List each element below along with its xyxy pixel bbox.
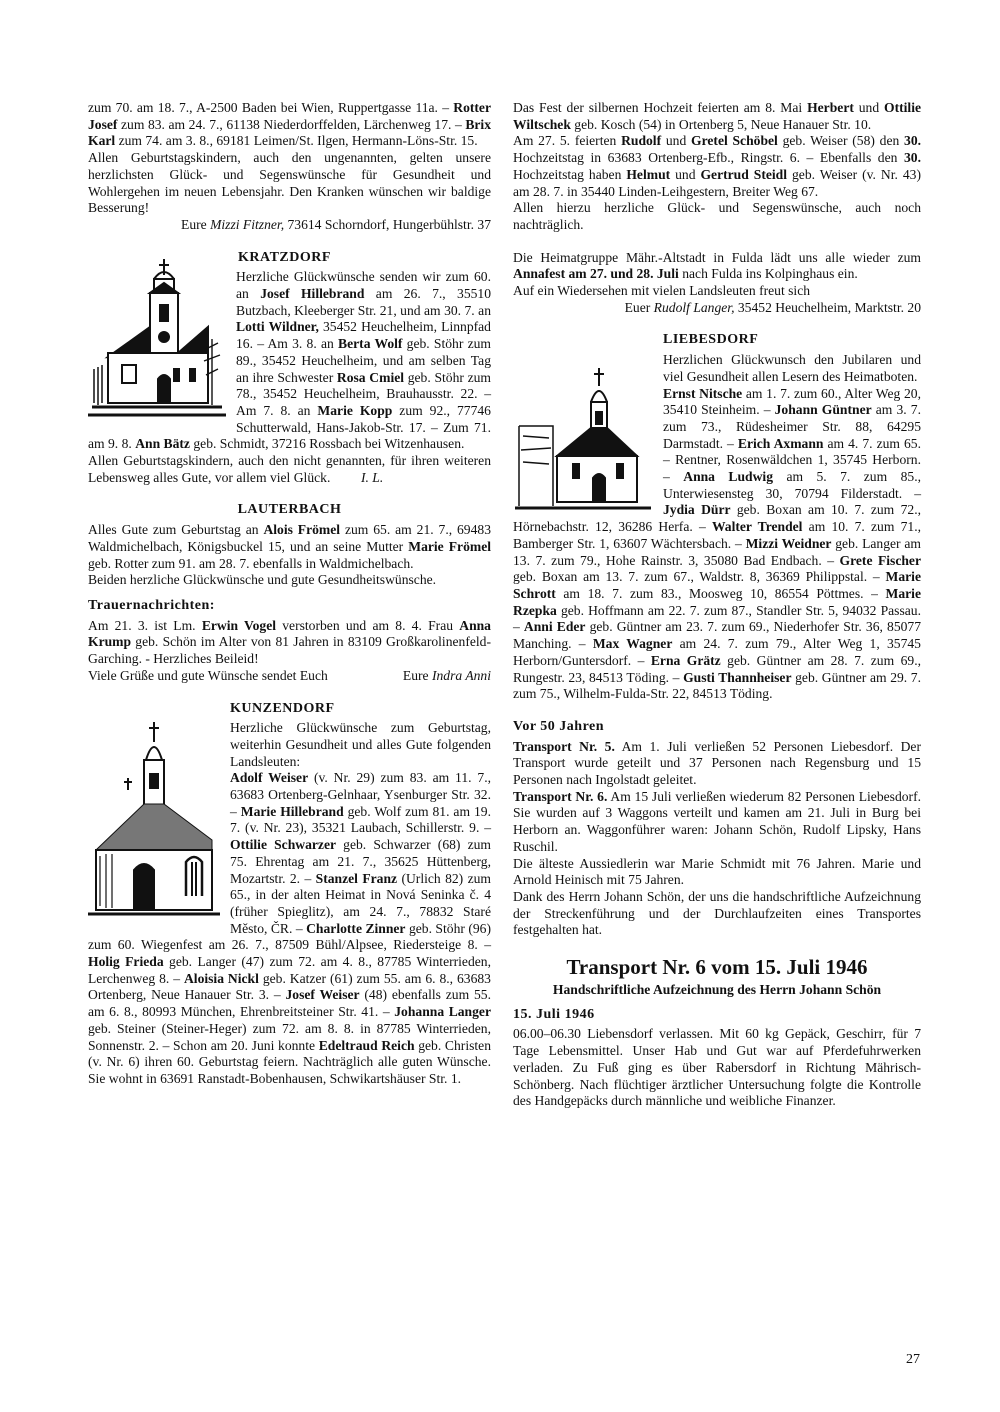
lauterbach-title: LAUTERBACH <box>237 502 342 518</box>
lauterbach-text: Alles Gute zum Geburtstag an Alois Frömel zum 65. am 21. 7., 69483 Waldmichelbach, Königsbuckel 15, und an seine Mutter Marie Frömel geb. Rotter zum 91. am 28. 7. ebenfalls in Waldmichelbach. <box>88 522 491 571</box>
trauer-title: Trauernachrichten: <box>88 597 215 613</box>
transport-heading: Transport Nr. 6 vom 15. Juli 1946 <box>566 955 868 980</box>
oldest-paragraph: Die älteste Aussiedlerin war Marie Schmidt mit 76 Jahren. Marie und Arnold Heinisch mit 75 Jahren. <box>513 855 921 888</box>
fulda-greeting: Auf ein Wiedersehen mit vielen Landsleuten freut sich <box>513 283 811 299</box>
fulda-signature: Euer Rudolf Langer, 35452 Heuchelheim, Marktstr. 20 <box>624 299 921 315</box>
trauer-signature: Viele Grüße und gute Wünsche sendet Euch Eure Indra Anni <box>88 667 491 683</box>
transport-date: 15. Juli 1946 <box>513 1006 595 1022</box>
kratzdorf-text: Herzliche Glückwünsche senden wir zum 60. an Josef Hillebrand am 26. 7., 35510 Butzbach, Kleeberger Str. 21, und am 30. 7. an Lotti Wildner, 35452 Heuchelheim, Linnpfad 16. – Am 3. 8. an Berta Wolf geb. Stöhr zum 89., 35452 Heuchelheim, und am selben Tag an ihre Schwester Rosa Cmiel geb. Stöhr zum 78., 35452 Heuchelheim, Brauhausstr. 22. – Am 7. 8. an Marie Kopp zum 92., 77746 Schutterwald, Hans-Jakob-Str. 17. – Zum 71. am 9. 8. Ann Bätz geb. Schmidt, 37216 Rossbach bei Witzenhausen. <box>88 269 492 452</box>
intro-paragraph: zum 70. am 18. 7., A-2500 Baden bei Wien, Ruppertgasse 11a. – Rotter Josef zum 83. am 24. 7., 61138 Niederdorffelden, Lärchenweg 17. – Brix Karl zum 74. am 3. 8., 69181 Leimen/St. Ilgen, Hermann-Löns-Str. 15. <box>88 100 491 149</box>
wedding-wish: Allen hierzu herzliche Glück- und Segenswünsche, auch noch nachträglich. <box>513 200 921 232</box>
liebesdorf-title: LIEBESDORF <box>663 332 759 348</box>
kunzendorf-title: KUNZENDORF <box>230 700 335 716</box>
transport6-paragraph: Transport Nr. 6. Am 15 Juli verließen wiederum 82 Personen Liebesdorf. Sie wurden auf 3 Waggons verteilt und kamen am 21. Juli in Burg bei Herborn an. Waggonführer waren: Johann Schön, Rudolf Lipsky, Hans Ruschil. <box>513 788 922 854</box>
intro-wish: Allen Geburtstagskindern, auch den ungenannten, gelten unsere herzlichsten Glück- und Segenswünsche für Gesundheit und Wohlergehen im neuen Lebensjahr. Den Kranken wünschen wir baldige Besserung! <box>88 150 491 216</box>
wedding-anniversary-paragraph: Am 27. 5. feierten Rudolf und Gretel Schöbel geb. Weiser (58) den 30. Hochzeitstag in 63683 Ortenberg-Efb., Ringstr. 6. – Ebenfalls den 30. Hochzeitstag haben Helmut und Gertrud Steidl geb. Weiser (v. Nr. 43) am 28. 7. in 35440 Linden-Leihgestern, Breiter Weg 67. <box>513 133 922 199</box>
kratzdorf-church-icon <box>88 257 226 422</box>
right-column <box>513 100 921 1110</box>
thanks-paragraph: Dank des Herrn Johann Schön, der uns die handschriftliche Aufzeichnung der Streckenführung und der Durchlaufzeiten eines Transportes festgehalten hat. <box>513 888 921 938</box>
kunzendorf-church-icon <box>88 720 220 920</box>
liebesdorf-church-icon <box>513 366 653 516</box>
kratzdorf-title: KRATZDORF <box>238 249 331 265</box>
transport-text: 06.00–06.30 Liebensdorf verlassen. Mit 60 kg Gepäck, Geschirr, für 7 Tage Lebensmittel. Unser Hab und Gut war auf Pferdefuhrwerken verladen. Zu Fuß ging es über Rabersdorf in Richtung Mährisch-Schönberg. Nach flüchtiger ärztlicher Untersuchung folgte die Kontrolle des Handgepäcks durch männliche und weibliche Finanzer. <box>513 1026 921 1109</box>
intro-signature: Eure Mizzi Fitzner, 73614 Schorndorf, Hungerbühlstr. 37 <box>181 216 491 232</box>
lauterbach-wish: Beiden herzliche Glückwünsche und gute Gesundheitswünsche. <box>88 572 437 588</box>
transport5-paragraph: Transport Nr. 5. Am 1. Juli verließen 52 Personen Liebesdorf. Der Transport wurde geteilt und 37 Personen nach Regensburg und 15 Personen nach Ingolstadt geleitet. <box>513 738 921 788</box>
trauer-text: Am 21. 3. ist Lm. Erwin Vogel verstorben und am 8. 4. Frau Anna Krump geb. Schön im Alter von 81 Jahren in 83109 Großkarolinenfeld-Garching. - Herzliches Beileid! <box>88 617 491 667</box>
vor50-title: Vor 50 Jahren <box>513 718 605 734</box>
transport-subheading: Handschriftliche Aufzeichnung des Herrn Johann Schön <box>552 982 882 998</box>
fulda-paragraph: Die Heimatgruppe Mähr.-Altstadt in Fulda lädt uns alle wieder zum Annafest am 27. und 28. Juli nach Fulda ins Kolpinghaus ein. <box>513 249 921 282</box>
kunzendorf-text: Herzliche Glückwünsche zum Geburtstag, weiterhin Gesundheit und alles Gute folgenden Landsleuten: Adolf Weiser (v. Nr. 29) zum 83. am 11. 7., 63683 Ortenberg-Gelnhaar, Ysenburger Str. 32. – Marie Hillebrand geb. Wolf zum 81. am 19. 7. (v. Nr. 23), 35321 Laubach, Schillerstr. 9. – Ottilie Schwarzer geb. Schwarzer (68) zum 75. Ehrentag am 21. 7., 35625 Hüttenberg, Mozartstr. 2. – Stanzel Franz (Urlich 82) zum 65., in der alten Heimat in Nová Seninka č. 4 (früher Spieglitz), am 24. 7., 78832 Staré Město, ČR. – Charlotte Zinner geb. Stöhr (96) zum 60. Wiegenfest am 26. 7., 87509 Bühl/Alpsee, Riedersteige 8. – Holig Frieda geb. Langer (47) zum 72. am 4. 8., 87785 Winterrieden, Lerchenweg 8. – Aloisia Nickl geb. Katzer (61) zum 55. am 6. 8., 63683 Ortenberg, Neue Hanauer Str. 3. – Josef Weiser (48) ebenfalls zum 55. am 6. 8., 80993 München, Ehrenbreitsteiner Str. 41. – Johanna Langer geb. Steiner (Steiner-Heger) zum 72. am 8. 8. in 87785 Winterrieden, Sonnenstr. 2. – Schon am 20. Juni konnte Edeltraud Reich geb. Christen (v. Nr. 6) ihren 60. Geburtstag feiern. Nachträglich alle guten Wünsche. Sie wohnt in 63691 Ranstadt-Bobenhausen, Schwikartshäuser Str. 1. <box>88 720 491 1086</box>
left-column <box>88 100 491 1088</box>
kratzdorf-wish: Allen Geburtstagskindern, auch den nicht genannten, für ihren weiteren Lebensweg alles Gute, vor allem viel Glück. I. L. <box>88 453 491 485</box>
page-number: 27 <box>906 1352 920 1367</box>
liebesdorf-text: Herzlichen Glückwunsch den Jubilaren und viel Gesundheit allen Lesern des Heimatboten. Ernst Nitsche am 1. 7. zum 60., Alter Weg 20, 35410 Steinheim. – Johann Güntner am 3. 7. zum 73., Rüdesheimer Str. 88, 64295 Darmstadt. – Erich Axmann am 4. 7. zum 65. – Rentner, Rosenwäldchen 1, 35745 Herborn. – Anna Ludwig am 5. 7. zum 85., Unterwiesensteg 30, 70794 Filderstadt. – Jydia Dürr geb. Boxan am 10. 7. zum 72., Hörnebachstr. 12, 36286 Herfa. – Walter Trendel am 10. 7. zum 71., Bamberger Str. 1, 63607 Wächtersbach. – Mizzi Weidner geb. Langer am 13. 7. zum 79., Hohe Rainstr. 3, 35080 Bad Endbach. – Grete Fischer geb. Boxan am 13. 7. zum 67., Waldstr. 8, 36369 Philippstal. – Marie Schrott am 18. 7. zum 83., Moosweg 10, 86554 Pöttmes. – Marie Rzepka geb. Hoffmann am 22. 7. zum 87., Standler Str. 5, 94032 Passau. – Anni Eder geb. Güntner am 23. 7. zum 69., Niederhofer Str. 36, 85077 Manching. – Max Wagner am 24. 7. zum 79., Alter Weg 1, 35745 Herborn/Guntersdorf. – Erna Grätz geb. Güntner am 28. 7. zum 69., Rungestr. 23, 84513 Töding. – Gusti Thannheiser geb. Güntner am 29. 7. zum 75., Wilhelm-Fulda-Str. 22, 84513 Töding. <box>513 352 922 702</box>
silver-wedding-paragraph: Das Fest der silbernen Hochzeit feierten am 8. Mai Herbert und Ottilie Wiltschek geb. Kosch (54) in Ortenberg 5, Neue Hanauer Str. 10. <box>513 100 922 132</box>
